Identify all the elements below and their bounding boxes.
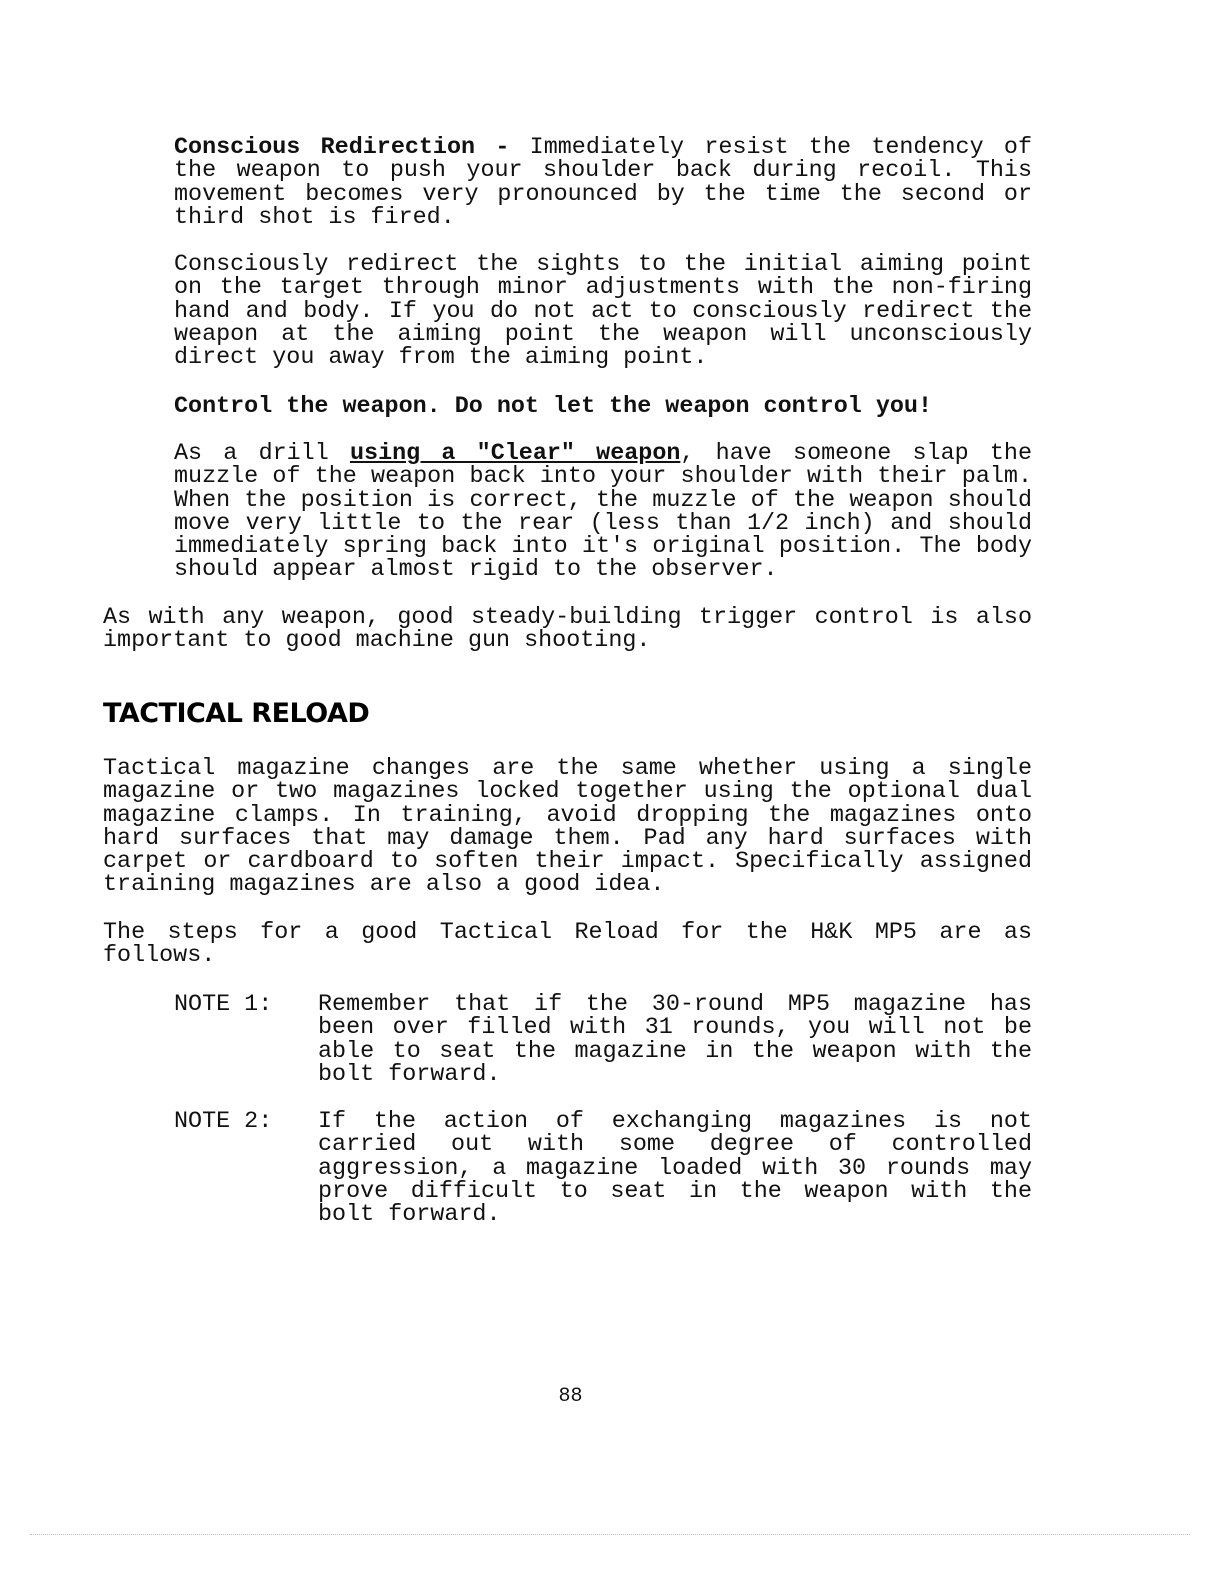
drill-rest: , have someone slap the muzzle of the weapon back into your shoulder with their palm. When the position is correct, the muzzle of the weapon should move very little to the rear (less than 1/2 inch) and should immediately spring back into it's original position. The body should appear almost rigid to the observer. [174,441,1033,584]
conscious-redirection-paragraph [174,137,1032,230]
note-1-label: NOTE 1: [174,992,273,1018]
conscious-redirection-term: Conscious Redirection - [174,135,510,161]
scan-edge-artifact [30,1534,1190,1537]
reload-paragraph: Tactical magazine changes are the same whether using a single magazine or two magazines locked together using the optional dual magazine clamps. In training, avoid dropping the magazines onto hard surfaces that may damage them. Pad any hard surfaces with carpet or cardboard to soften their impact. Specifically assigned training magazines are also a good idea. [103,756,1032,899]
trigger-paragraph: As with any weapon, good steady-building trigger control is also important to good machine gun shooting. [103,605,1032,655]
note-1-text: Remember that if the 30-round MP5 magazine has been over filled with 31 rounds, you will not be able to seat the magazine in the weapon with the bolt forward. [318,992,1032,1088]
section-heading: TACTICAL RELOAD [103,698,370,729]
steps-intro-paragraph: The steps for a good Tactical Reload for the H&K MP5 are as follows. [103,920,1032,970]
drill-paragraph [174,443,1032,583]
page-number: 88 [558,1385,583,1408]
note-2-text: If the action of exchanging magazines is not carried out with some degree of controlled aggression, a magazine loaded with 30 rounds may prove difficult to seat in the weapon with the bolt forward. [318,1109,1032,1229]
drill-underlined-phrase: using a "Clear" weapon [350,441,681,467]
control-statement: Control the weapon. Do not let the weapon control you! [174,394,932,420]
redirect-paragraph: Consciously redirect the sights to the initial aiming point on the target through minor adjustments with the non-firing hand and body. If you do not act to consciously redirect the weapon at the aiming point the weapon will unconsciously direct you away from the aiming point. [174,252,1032,372]
conscious-redirection-text: Immediately resist the tendency of the weapon to push your shoulder back during recoil. This movement becomes very pronounced by the time the second or third shot is fired. [174,135,1032,231]
drill-lead: As a drill [174,441,350,467]
note-2-label: NOTE 2: [174,1109,273,1135]
